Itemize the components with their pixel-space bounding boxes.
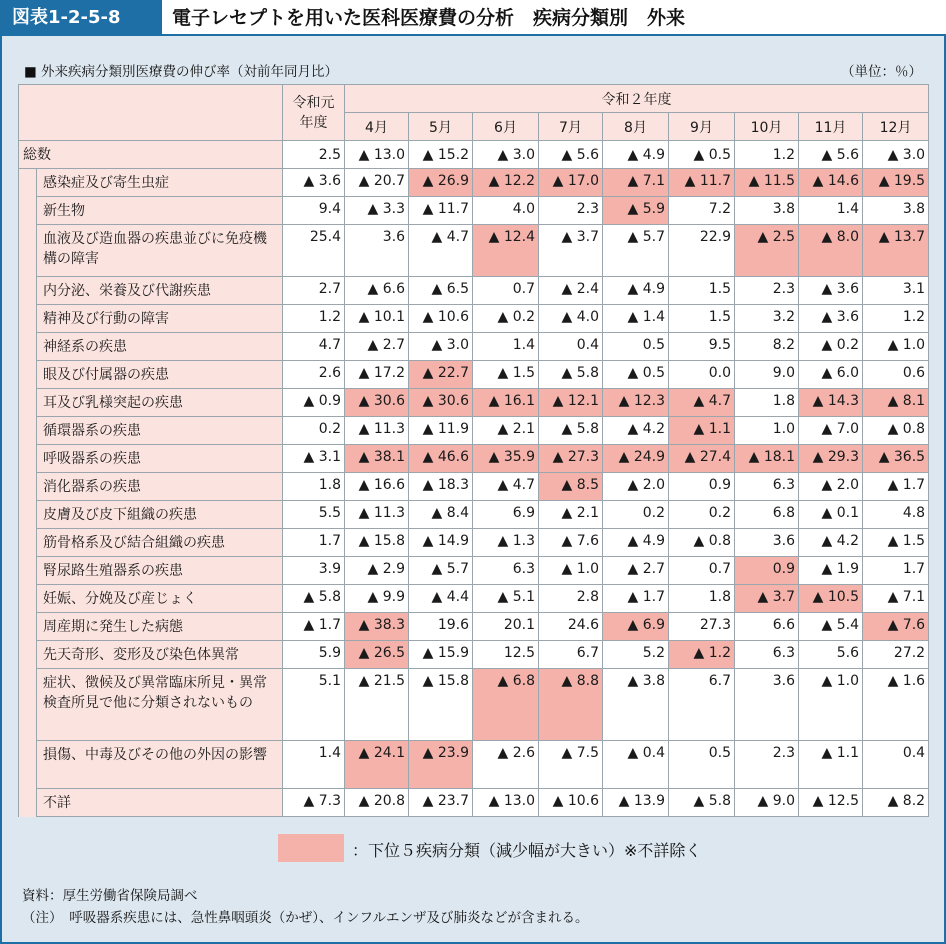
row-label: 筋骨格系及び結合組織の疾患	[37, 529, 283, 557]
value-cell: ▲ 9.9	[345, 585, 409, 613]
unit-label: （単位：％）	[841, 64, 922, 80]
value-cell: 3.6	[345, 225, 409, 277]
value-cell: ▲ 12.1	[539, 389, 603, 417]
table-head	[19, 85, 929, 141]
value-cell: ▲ 4.4	[409, 585, 473, 613]
row-label: 眼及び付属器の疾患	[37, 361, 283, 389]
month-header: 10月	[735, 113, 799, 141]
value-cell: ▲ 5.7	[409, 557, 473, 585]
value-cell: 1.8	[283, 473, 345, 501]
table-row	[19, 613, 929, 641]
value-cell: 6.3	[473, 557, 539, 585]
row-label: 新生物	[37, 197, 283, 225]
value-cell: ▲ 13.7	[863, 225, 929, 277]
row-label: 感染症及び寄生虫症	[37, 169, 283, 197]
value-cell: ▲ 15.8	[409, 669, 473, 741]
value-cell: ▲ 3.1	[283, 445, 345, 473]
row-label: 不詳	[37, 789, 283, 817]
value-cell: 2.8	[539, 585, 603, 613]
value-cell: ▲ 4.7	[669, 389, 735, 417]
value-cell: ▲ 1.5	[863, 529, 929, 557]
value-cell: 0.2	[669, 501, 735, 529]
value-cell: ▲ 38.1	[345, 445, 409, 473]
value-cell: ▲ 17.0	[539, 169, 603, 197]
value-cell: 12.5	[473, 641, 539, 669]
value-cell: ▲ 7.1	[863, 585, 929, 613]
value-cell: ▲ 0.5	[669, 141, 735, 169]
value-cell: ▲ 8.2	[863, 789, 929, 817]
value-cell: ▲ 7.0	[799, 417, 863, 445]
value-cell: ▲ 5.7	[603, 225, 669, 277]
value-cell: 3.9	[283, 557, 345, 585]
value-cell: 19.6	[409, 613, 473, 641]
value-cell: ▲ 27.3	[539, 445, 603, 473]
value-cell: 1.2	[735, 141, 799, 169]
value-cell: 2.6	[283, 361, 345, 389]
value-cell: ▲ 10.6	[409, 305, 473, 333]
value-cell: ▲ 0.2	[473, 305, 539, 333]
value-cell: 9.0	[735, 361, 799, 389]
header-reiwa2: 令和２年度	[345, 85, 929, 113]
value-cell: 5.1	[283, 669, 345, 741]
value-cell: 6.7	[669, 669, 735, 741]
value-cell: ▲ 2.1	[539, 501, 603, 529]
value-cell: ▲ 1.7	[863, 473, 929, 501]
value-cell: ▲ 8.1	[863, 389, 929, 417]
footnote: （注） 呼吸器系疾患には、急性鼻咽頭炎（かぜ）、インフルエンザ及び肺炎などが含まれる。	[22, 910, 589, 926]
value-cell: 25.4	[283, 225, 345, 277]
table-row	[19, 197, 929, 225]
row-label: 神経系の疾患	[37, 333, 283, 361]
month-header: 5月	[409, 113, 473, 141]
value-cell: ▲ 1.0	[539, 557, 603, 585]
value-cell: 6.9	[473, 501, 539, 529]
value-cell: ▲ 5.8	[539, 417, 603, 445]
value-cell: 9.4	[283, 197, 345, 225]
growth-rate-table	[18, 84, 929, 817]
value-cell: ▲ 4.7	[473, 473, 539, 501]
legend-text: ：下位５疾病分類（減少幅が大きい）※不詳除く	[352, 841, 702, 860]
value-cell: 0.7	[669, 557, 735, 585]
value-cell: ▲ 13.0	[345, 141, 409, 169]
value-cell: ▲ 3.7	[735, 585, 799, 613]
value-cell: ▲ 2.7	[345, 333, 409, 361]
value-cell: ▲ 4.0	[539, 305, 603, 333]
value-cell: ▲ 3.6	[799, 277, 863, 305]
value-cell: ▲ 1.7	[603, 585, 669, 613]
value-cell: 1.8	[669, 585, 735, 613]
value-cell: 4.0	[473, 197, 539, 225]
table-row	[19, 389, 929, 417]
value-cell: ▲ 19.5	[863, 169, 929, 197]
table-body	[19, 141, 929, 817]
value-cell: ▲ 5.8	[669, 789, 735, 817]
value-cell: ▲ 11.3	[345, 501, 409, 529]
table-row	[19, 557, 929, 585]
value-cell: ▲ 7.6	[863, 613, 929, 641]
row-label: 血液及び造血器の疾患並びに免疫機構の障害	[37, 225, 283, 277]
header-blank	[19, 85, 283, 141]
value-cell: 24.6	[539, 613, 603, 641]
value-cell: ▲ 18.3	[409, 473, 473, 501]
value-cell: ▲ 1.7	[283, 613, 345, 641]
table-row	[19, 225, 929, 277]
value-cell: ▲ 2.0	[799, 473, 863, 501]
value-cell: ▲ 1.6	[863, 669, 929, 741]
value-cell: ▲ 1.5	[473, 361, 539, 389]
value-cell: 6.7	[539, 641, 603, 669]
value-cell: ▲ 0.8	[669, 529, 735, 557]
value-cell: 0.4	[539, 333, 603, 361]
row-label: 消化器系の疾患	[37, 473, 283, 501]
value-cell: ▲ 24.1	[345, 741, 409, 789]
value-cell: ▲ 12.2	[473, 169, 539, 197]
value-cell: ▲ 2.1	[473, 417, 539, 445]
value-cell: 5.9	[283, 641, 345, 669]
value-cell: ▲ 2.9	[345, 557, 409, 585]
value-cell: ▲ 16.1	[473, 389, 539, 417]
value-cell: 3.2	[735, 305, 799, 333]
value-cell: ▲ 27.4	[669, 445, 735, 473]
value-cell: ▲ 6.5	[409, 277, 473, 305]
value-cell: 22.9	[669, 225, 735, 277]
table-row	[19, 789, 929, 817]
value-cell: 1.4	[799, 197, 863, 225]
table-row	[19, 501, 929, 529]
value-cell: 1.7	[283, 529, 345, 557]
value-cell: ▲ 12.5	[799, 789, 863, 817]
value-cell: ▲ 12.4	[473, 225, 539, 277]
value-cell: 0.2	[283, 417, 345, 445]
value-cell: ▲ 35.9	[473, 445, 539, 473]
value-cell: ▲ 38.3	[345, 613, 409, 641]
value-cell: 20.1	[473, 613, 539, 641]
value-cell: ▲ 4.9	[603, 277, 669, 305]
value-cell: ▲ 5.6	[799, 141, 863, 169]
value-cell: 27.3	[669, 613, 735, 641]
value-cell: ▲ 17.2	[345, 361, 409, 389]
row-label: 腎尿路生殖器系の疾患	[37, 557, 283, 585]
value-cell: ▲ 9.0	[735, 789, 799, 817]
value-cell: 0.5	[603, 333, 669, 361]
value-cell: ▲ 15.2	[409, 141, 473, 169]
value-cell: 0.9	[669, 473, 735, 501]
table-subtitle: ■ 外来疾病分類別医療費の伸び率（対前年同月比）	[24, 64, 339, 80]
value-cell: 0.4	[863, 741, 929, 789]
value-cell: ▲ 13.9	[603, 789, 669, 817]
value-cell: ▲ 26.5	[345, 641, 409, 669]
value-cell: ▲ 10.6	[539, 789, 603, 817]
value-cell: ▲ 6.8	[473, 669, 539, 741]
value-cell: ▲ 26.9	[409, 169, 473, 197]
value-cell: ▲ 7.3	[283, 789, 345, 817]
month-header: 6月	[473, 113, 539, 141]
month-header: 4月	[345, 113, 409, 141]
indent-column	[19, 169, 37, 817]
row-label: 損傷、中毒及びその他の外因の影響	[37, 741, 283, 789]
value-cell: ▲ 3.0	[473, 141, 539, 169]
value-cell: 9.5	[669, 333, 735, 361]
row-label: 精神及び行動の障害	[37, 305, 283, 333]
value-cell: 1.7	[863, 557, 929, 585]
value-cell: 0.6	[863, 361, 929, 389]
value-cell: 1.4	[283, 741, 345, 789]
header-reiwa-gan: 令和元年度	[283, 85, 345, 141]
table-row-total	[19, 141, 929, 169]
table-row	[19, 445, 929, 473]
value-cell: ▲ 0.5	[603, 361, 669, 389]
month-header: 8月	[603, 113, 669, 141]
value-cell: ▲ 2.4	[539, 277, 603, 305]
value-cell: ▲ 11.5	[735, 169, 799, 197]
value-cell: ▲ 7.1	[603, 169, 669, 197]
value-cell: ▲ 6.6	[345, 277, 409, 305]
value-cell: ▲ 1.2	[669, 641, 735, 669]
value-cell: 0.9	[735, 557, 799, 585]
value-cell: ▲ 21.5	[345, 669, 409, 741]
table-row	[19, 417, 929, 445]
month-header: 7月	[539, 113, 603, 141]
value-cell: ▲ 5.8	[283, 585, 345, 613]
source-note: 資料：厚生労働省保険局調べ	[22, 888, 198, 904]
value-cell: ▲ 5.4	[799, 613, 863, 641]
value-cell: ▲ 2.0	[603, 473, 669, 501]
value-cell: ▲ 29.3	[799, 445, 863, 473]
figure-title: 電子レセプトを用いた医科医療費の分析 疾病分類別 外来	[172, 7, 686, 29]
value-cell: ▲ 1.9	[799, 557, 863, 585]
value-cell: ▲ 14.6	[799, 169, 863, 197]
table-row	[19, 169, 929, 197]
value-cell: 5.5	[283, 501, 345, 529]
value-cell: ▲ 1.1	[799, 741, 863, 789]
value-cell: 1.2	[863, 305, 929, 333]
value-cell: 3.8	[735, 197, 799, 225]
value-cell: ▲ 23.7	[409, 789, 473, 817]
value-cell: ▲ 7.5	[539, 741, 603, 789]
month-header: 11月	[799, 113, 863, 141]
month-header: 9月	[669, 113, 735, 141]
value-cell: 2.3	[539, 197, 603, 225]
value-cell: ▲ 3.8	[603, 669, 669, 741]
value-cell: ▲ 8.4	[409, 501, 473, 529]
value-cell: ▲ 8.8	[539, 669, 603, 741]
value-cell: 2.3	[735, 741, 799, 789]
value-cell: 1.5	[669, 305, 735, 333]
value-cell: ▲ 11.7	[409, 197, 473, 225]
value-cell: ▲ 24.9	[603, 445, 669, 473]
value-cell: 6.8	[735, 501, 799, 529]
value-cell: ▲ 1.0	[799, 669, 863, 741]
value-cell: ▲ 5.6	[539, 141, 603, 169]
value-cell: ▲ 3.6	[799, 305, 863, 333]
value-cell: ▲ 10.1	[345, 305, 409, 333]
value-cell: ▲ 3.0	[863, 141, 929, 169]
value-cell: ▲ 1.0	[863, 333, 929, 361]
value-cell: ▲ 0.1	[799, 501, 863, 529]
value-cell: ▲ 1.4	[603, 305, 669, 333]
value-cell: ▲ 14.3	[799, 389, 863, 417]
value-cell: 3.1	[863, 277, 929, 305]
value-cell: ▲ 2.6	[473, 741, 539, 789]
value-cell: 1.0	[735, 417, 799, 445]
row-label: 循環器系の疾患	[37, 417, 283, 445]
value-cell: ▲ 11.3	[345, 417, 409, 445]
value-cell: ▲ 5.9	[603, 197, 669, 225]
value-cell: ▲ 3.7	[539, 225, 603, 277]
value-cell: ▲ 6.0	[799, 361, 863, 389]
value-cell: 0.5	[669, 741, 735, 789]
value-cell: ▲ 4.9	[603, 529, 669, 557]
value-cell: 4.7	[283, 333, 345, 361]
value-cell: ▲ 13.0	[473, 789, 539, 817]
value-cell: 3.6	[735, 669, 799, 741]
value-cell: 0.7	[473, 277, 539, 305]
value-cell: ▲ 1.3	[473, 529, 539, 557]
value-cell: ▲ 30.6	[345, 389, 409, 417]
row-label: 総数	[19, 141, 283, 169]
value-cell: ▲ 4.7	[409, 225, 473, 277]
legend-swatch	[278, 834, 344, 862]
value-cell: 6.3	[735, 473, 799, 501]
value-cell: ▲ 36.5	[863, 445, 929, 473]
table-row	[19, 741, 929, 789]
value-cell: ▲ 8.5	[539, 473, 603, 501]
value-cell: ▲ 7.6	[539, 529, 603, 557]
value-cell: ▲ 6.9	[603, 613, 669, 641]
value-cell: ▲ 11.7	[669, 169, 735, 197]
value-cell: ▲ 15.8	[345, 529, 409, 557]
figure-label: 図表1-2-5-8	[0, 0, 162, 36]
value-cell: ▲ 11.9	[409, 417, 473, 445]
value-cell: ▲ 30.6	[409, 389, 473, 417]
value-cell: 2.7	[283, 277, 345, 305]
table-row	[19, 361, 929, 389]
value-cell: ▲ 46.6	[409, 445, 473, 473]
value-cell: 4.8	[863, 501, 929, 529]
value-cell: 7.2	[669, 197, 735, 225]
value-cell: ▲ 4.9	[603, 141, 669, 169]
value-cell: ▲ 2.7	[603, 557, 669, 585]
value-cell: ▲ 2.5	[735, 225, 799, 277]
value-cell: 5.2	[603, 641, 669, 669]
value-cell: 1.2	[283, 305, 345, 333]
value-cell: ▲ 3.3	[345, 197, 409, 225]
row-label: 妊娠、分娩及び産じょく	[37, 585, 283, 613]
value-cell: ▲ 5.1	[473, 585, 539, 613]
row-label: 先天奇形、変形及び染色体異常	[37, 641, 283, 669]
value-cell: ▲ 15.9	[409, 641, 473, 669]
row-label: 皮膚及び皮下組織の疾患	[37, 501, 283, 529]
value-cell: ▲ 0.9	[283, 389, 345, 417]
value-cell: 3.6	[735, 529, 799, 557]
value-cell: ▲ 22.7	[409, 361, 473, 389]
value-cell: ▲ 8.0	[799, 225, 863, 277]
table-row	[19, 529, 929, 557]
table-row	[19, 305, 929, 333]
value-cell: 8.2	[735, 333, 799, 361]
value-cell: 2.3	[735, 277, 799, 305]
value-cell: ▲ 18.1	[735, 445, 799, 473]
value-cell: 3.8	[863, 197, 929, 225]
value-cell: 2.5	[283, 141, 345, 169]
value-cell: ▲ 14.9	[409, 529, 473, 557]
value-cell: ▲ 16.6	[345, 473, 409, 501]
value-cell: ▲ 3.6	[283, 169, 345, 197]
figure-header	[0, 0, 946, 36]
value-cell: ▲ 20.7	[345, 169, 409, 197]
month-header: 12月	[863, 113, 929, 141]
row-label: 呼吸器系の疾患	[37, 445, 283, 473]
row-label: 周産期に発生した病態	[37, 613, 283, 641]
value-cell: ▲ 0.8	[863, 417, 929, 445]
value-cell: ▲ 0.4	[603, 741, 669, 789]
value-cell: ▲ 1.1	[669, 417, 735, 445]
row-label: 耳及び乳様突起の疾患	[37, 389, 283, 417]
value-cell: 0.2	[603, 501, 669, 529]
value-cell: 1.4	[473, 333, 539, 361]
value-cell: ▲ 10.5	[799, 585, 863, 613]
table-row	[19, 333, 929, 361]
value-cell: 5.6	[799, 641, 863, 669]
value-cell: ▲ 5.8	[539, 361, 603, 389]
value-cell: 1.5	[669, 277, 735, 305]
value-cell: ▲ 12.3	[603, 389, 669, 417]
table-row	[19, 473, 929, 501]
value-cell: 6.6	[735, 613, 799, 641]
table-row	[19, 277, 929, 305]
table-row	[19, 641, 929, 669]
value-cell: ▲ 0.2	[799, 333, 863, 361]
value-cell: 1.8	[735, 389, 799, 417]
row-label: 症状、徴候及び異常臨床所見・異常検査所見で他に分類されないもの	[37, 669, 283, 741]
table-row	[19, 585, 929, 613]
value-cell: 0.0	[669, 361, 735, 389]
value-cell: ▲ 4.2	[603, 417, 669, 445]
value-cell: ▲ 23.9	[409, 741, 473, 789]
value-cell: 6.3	[735, 641, 799, 669]
value-cell: ▲ 20.8	[345, 789, 409, 817]
value-cell: 27.2	[863, 641, 929, 669]
value-cell: ▲ 3.0	[409, 333, 473, 361]
value-cell: ▲ 4.2	[799, 529, 863, 557]
table-row	[19, 669, 929, 741]
row-label: 内分泌、栄養及び代謝疾患	[37, 277, 283, 305]
